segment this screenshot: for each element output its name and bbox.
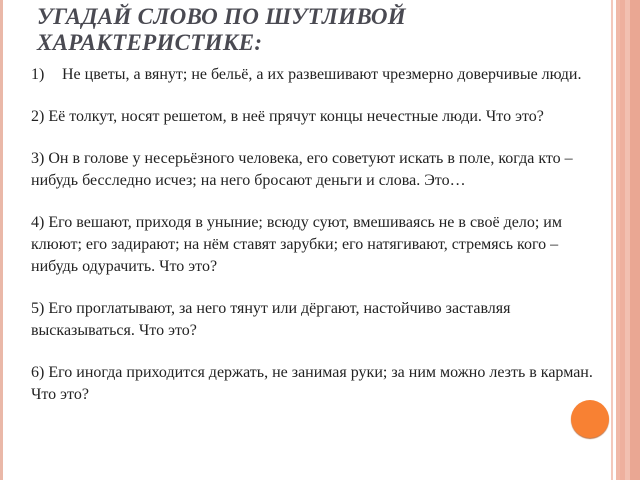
title-line-1: УГАДАЙ СЛОВО ПО ШУТЛИВОЙ bbox=[37, 4, 406, 29]
riddle-list bbox=[31, 64, 606, 426]
slide-title bbox=[37, 4, 406, 56]
list-item: 6) Его иногда приходится держать, не занимая руки; за ним можно лезть в карман. Что это? bbox=[31, 364, 593, 403]
decorative-orange-circle bbox=[571, 400, 609, 438]
right-decorative-stripes bbox=[611, 0, 640, 480]
list-item bbox=[31, 64, 606, 86]
list-item: 5) Его проглатывают, за него тянут или дёргают, настойчиво заставляя высказываться. Что это? bbox=[31, 300, 511, 339]
item-text: Не цветы, а вянут; не бельё, а их развешивают чрезмерно доверчивые люди. bbox=[62, 66, 582, 83]
left-border bbox=[0, 0, 3, 480]
list-item: 2) Её толкут, носят решетом, в неё прячут концы нечестные люди. Что это? bbox=[31, 108, 544, 125]
list-item: 4) Его вешают, приходя в уныние; всюду суют, вмешиваясь не в своё дело; им клюют; его задирают; на нём ставят зарубки; его натягивают, стремясь кого – нибудь одурачить. Что это? bbox=[31, 214, 562, 275]
item-number: 1) bbox=[31, 66, 45, 83]
list-item: 3) Он в голове у несерьёзного человека, его советуют искать в поле, когда кто – нибудь бесследно исчез; на него бросают деньги и слова. Это… bbox=[31, 150, 573, 189]
title-line-2: ХАРАКТЕРИСТИКЕ: bbox=[37, 30, 263, 55]
